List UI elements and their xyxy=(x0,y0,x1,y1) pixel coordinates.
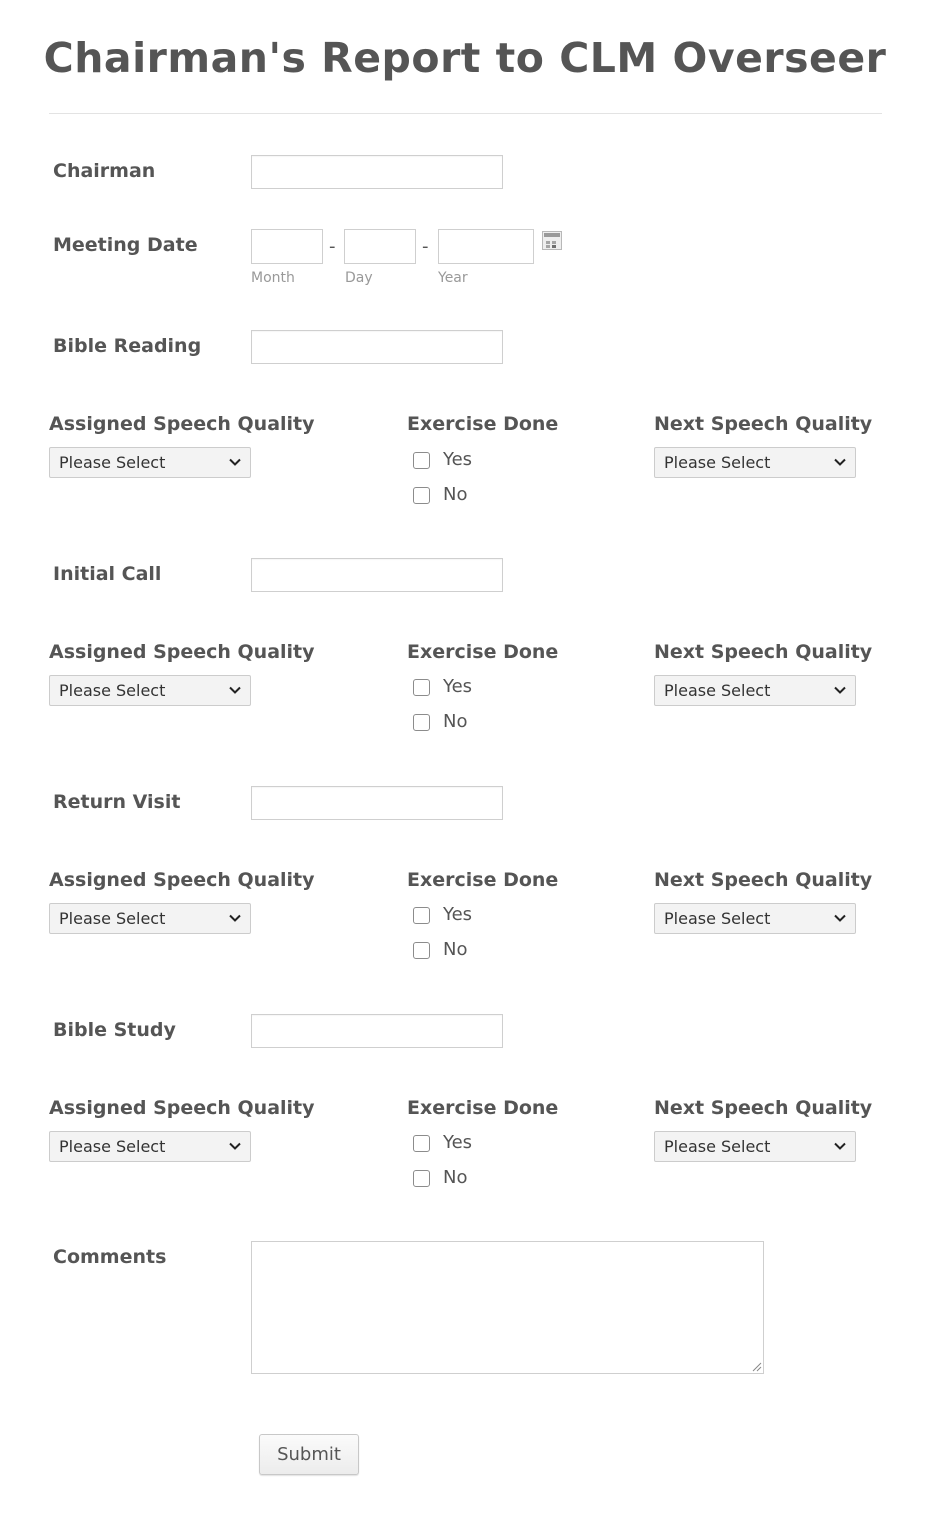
no-checkbox[interactable] xyxy=(413,1170,430,1187)
resize-grip-icon[interactable] xyxy=(751,1361,762,1372)
chevron-down-icon xyxy=(833,1139,847,1153)
next-speech-quality-select[interactable] xyxy=(654,1131,856,1162)
bible-study-input[interactable] xyxy=(251,1014,503,1048)
page-title: Chairman's Report to CLM Overseer xyxy=(43,34,887,82)
yes-label: Yes xyxy=(443,904,473,925)
exercise-done-label: Exercise Done xyxy=(407,1097,559,1119)
month-input[interactable] xyxy=(251,229,323,264)
day-sublabel: Day xyxy=(345,270,373,286)
assigned-speech-quality-select[interactable] xyxy=(49,675,251,706)
month-sublabel: Month xyxy=(251,270,295,286)
assigned-speech-quality-label: Assigned Speech Quality xyxy=(49,869,315,891)
day-input[interactable] xyxy=(344,229,416,264)
yes-label: Yes xyxy=(443,676,473,697)
select-value: Please Select xyxy=(59,1137,166,1156)
no-checkbox[interactable] xyxy=(413,942,430,959)
no-label: No xyxy=(443,711,468,732)
chevron-down-icon xyxy=(228,455,242,469)
select-value: Please Select xyxy=(59,681,166,700)
return-visit-label: Return Visit xyxy=(53,791,181,813)
bible-reading-input[interactable] xyxy=(251,330,503,364)
date-separator: - xyxy=(329,236,336,257)
select-value: Please Select xyxy=(664,681,771,700)
chairman-label: Chairman xyxy=(53,160,156,182)
assigned-speech-quality-select[interactable] xyxy=(49,903,251,934)
select-value: Please Select xyxy=(59,453,166,472)
year-input[interactable] xyxy=(438,229,534,264)
assigned-speech-quality-label: Assigned Speech Quality xyxy=(49,1097,315,1119)
no-checkbox[interactable] xyxy=(413,487,430,504)
comments-textarea[interactable] xyxy=(251,1241,764,1374)
yes-checkbox[interactable] xyxy=(413,907,430,924)
bible-reading-label: Bible Reading xyxy=(53,335,202,357)
next-speech-quality-label: Next Speech Quality xyxy=(654,1097,873,1119)
no-checkbox[interactable] xyxy=(413,714,430,731)
no-label: No xyxy=(443,1167,468,1188)
yes-checkbox[interactable] xyxy=(413,679,430,696)
next-speech-quality-label: Next Speech Quality xyxy=(654,413,873,435)
chevron-down-icon xyxy=(833,911,847,925)
yes-label: Yes xyxy=(443,449,473,470)
select-value: Please Select xyxy=(664,909,771,928)
year-sublabel: Year xyxy=(438,270,468,286)
exercise-done-label: Exercise Done xyxy=(407,869,559,891)
assigned-speech-quality-select[interactable] xyxy=(49,1131,251,1162)
next-speech-quality-label: Next Speech Quality xyxy=(654,641,873,663)
chevron-down-icon xyxy=(228,911,242,925)
submit-button[interactable]: Submit xyxy=(259,1434,359,1475)
yes-checkbox[interactable] xyxy=(413,452,430,469)
chevron-down-icon xyxy=(228,1139,242,1153)
title-divider xyxy=(49,113,882,114)
select-value: Please Select xyxy=(59,909,166,928)
assigned-speech-quality-select[interactable] xyxy=(49,447,251,478)
next-speech-quality-select[interactable] xyxy=(654,675,856,706)
chevron-down-icon xyxy=(228,683,242,697)
no-label: No xyxy=(443,939,468,960)
chevron-down-icon xyxy=(833,683,847,697)
no-label: No xyxy=(443,484,468,505)
calendar-icon[interactable] xyxy=(542,231,562,250)
next-speech-quality-select[interactable] xyxy=(654,447,856,478)
initial-call-input[interactable] xyxy=(251,558,503,592)
assigned-speech-quality-label: Assigned Speech Quality xyxy=(49,413,315,435)
exercise-done-label: Exercise Done xyxy=(407,413,559,435)
yes-checkbox[interactable] xyxy=(413,1135,430,1152)
next-speech-quality-label: Next Speech Quality xyxy=(654,869,873,891)
yes-label: Yes xyxy=(443,1132,473,1153)
bible-study-label: Bible Study xyxy=(53,1019,176,1041)
meeting-date-label: Meeting Date xyxy=(53,234,198,256)
date-separator: - xyxy=(422,236,429,257)
chairman-input[interactable] xyxy=(251,155,503,189)
select-value: Please Select xyxy=(664,453,771,472)
select-value: Please Select xyxy=(664,1137,771,1156)
exercise-done-label: Exercise Done xyxy=(407,641,559,663)
return-visit-input[interactable] xyxy=(251,786,503,820)
comments-label: Comments xyxy=(53,1246,167,1268)
chevron-down-icon xyxy=(833,455,847,469)
assigned-speech-quality-label: Assigned Speech Quality xyxy=(49,641,315,663)
next-speech-quality-select[interactable] xyxy=(654,903,856,934)
initial-call-label: Initial Call xyxy=(53,563,162,585)
